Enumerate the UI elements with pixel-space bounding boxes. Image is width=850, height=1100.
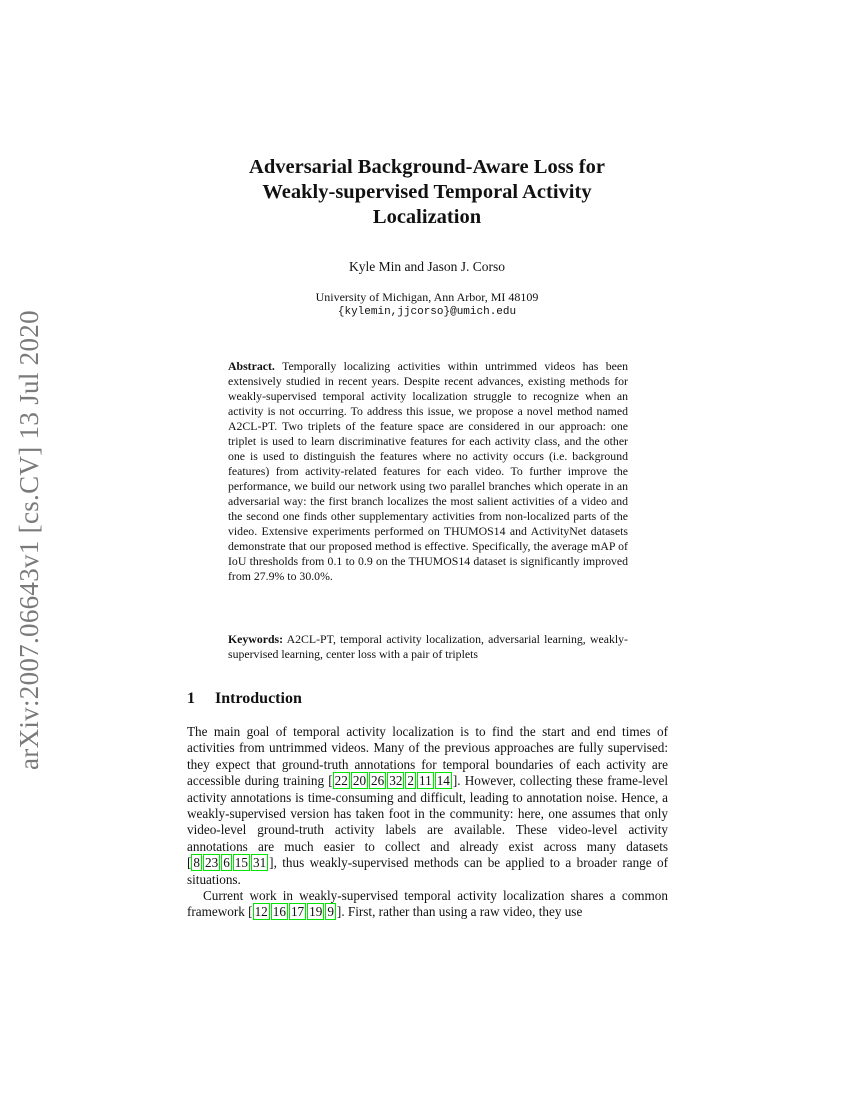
intro-paragraph-2: Current work in weakly-supervised temporal activity localization shares a common framework [ 12 16 17 19 9 ]. First, rather than using a raw video, they use bbox=[187, 888, 668, 920]
section-heading-introduction bbox=[187, 690, 302, 708]
abstract bbox=[228, 359, 628, 584]
keywords bbox=[228, 632, 628, 662]
intro-text-2a: Current work in weakly-supervised temporal activity localization shares a common framework bbox=[187, 888, 668, 920]
abstract-label: Abstract. bbox=[228, 359, 275, 373]
introduction-body bbox=[187, 724, 668, 921]
citation-link[interactable]: 20 bbox=[352, 773, 367, 789]
citation-link[interactable]: 22 bbox=[334, 773, 348, 789]
citation-link[interactable]: 14 bbox=[436, 773, 450, 789]
affiliation: University of Michigan, Ann Arbor, MI 48109 bbox=[315, 290, 539, 304]
title-line-3: Localization bbox=[372, 206, 482, 228]
keywords-text: A2CL-PT, temporal activity localization, adversarial learning, weakly-supervised learning, center loss with a pair of triplets bbox=[228, 632, 628, 661]
intro-paragraph-1: The main goal of temporal activity localization is to find the start and end times of activities from untrimmed videos. Many of the previous approaches are fully supervised: they expect that ground-truth annotations for temporal boundaries of each activity are accessible during training [ 22 20 26 32 2 11 14 ]. However, collecting these frame-level activity annotations is time-consuming and difficult, leading to annotation noise. Hence, a weakly-supervised version has taken foot in the community: here, one assumes that only video-level ground-truth activity labels are available. These video-level activity annotations are much easier to collect and already exist across many datasets [ 8 23 6 15 31 ], thus weakly-supervised methods can be applied to a broader range of situations. bbox=[187, 724, 669, 887]
citation-link[interactable]: 19 bbox=[309, 904, 323, 920]
intro-text-1b: . However, collecting these frame-level activity annotations is time-consuming and difficult, leading to annotation noise. Hence, a weakly-supervised version has taken foot in the community: here, one assumes that only video-level ground-truth activity labels are available. These video-level activity annotations are much easier to collect and already exist across many datasets bbox=[187, 773, 669, 854]
abstract-text: Temporally localizing activities within untrimmed videos has been extensively studied in recent years. Despite recent advances, existing methods for weakly-supervised temporal activity localization struggle to recognize when an activity is not occurring. To address this issue, we propose a novel method named A2CL-PT. Two triplets of the feature space are considered in our approach: one triplet is used to learn discriminative features for each activity class, and the other one is used to distinguish the features where no activity occurs (i.e. background features) from activity-related features for each video. To further improve the performance, we build our network using two parallel branches which operate in an adversarial way: the first branch localizes the most salient activities of a video and the second one finds other supplementary activities from non-localized parts of the video. Extensive experiments performed on THUMOS14 and ActivityNet datasets demonstrate that our proposed method is effective. Specifically, the average mAP of IoU thresholds from 0.1 to 0.9 on the THUMOS14 dataset is significantly improved from 27.9% to 30.0%. bbox=[228, 359, 628, 583]
citation-link[interactable]: 26 bbox=[371, 773, 385, 789]
citation-link[interactable]: 31 bbox=[252, 855, 267, 871]
citation-link[interactable]: 2 bbox=[407, 773, 414, 789]
keywords-label: Keywords: bbox=[228, 632, 284, 646]
citation-link[interactable]: 9 bbox=[327, 904, 334, 920]
citation-link[interactable]: 17 bbox=[290, 904, 305, 920]
section-title: Introduction bbox=[215, 690, 302, 707]
citation-link[interactable]: 16 bbox=[272, 904, 286, 920]
arxiv-identifier: arXiv:2007.06643v1 [cs.CV] 13 Jul 2020 bbox=[14, 310, 44, 770]
citation-link[interactable]: 12 bbox=[254, 904, 268, 920]
title-line-2: Weakly-supervised Temporal Activity bbox=[262, 181, 592, 203]
author-email: {kylemin,jjcorso}@umich.edu bbox=[337, 306, 517, 318]
section-number: 1 bbox=[187, 690, 195, 707]
affiliation-block bbox=[187, 290, 667, 320]
intro-text-2b: . First, rather than using a raw video, they use bbox=[341, 904, 583, 920]
paper-title bbox=[187, 155, 667, 230]
title-line-1: Adversarial Background-Aware Loss for bbox=[249, 156, 605, 178]
intro-text-1c: , thus weakly-supervised methods can be applied to a broader range of situations. bbox=[187, 855, 668, 887]
citation-link[interactable]: 6 bbox=[223, 855, 230, 871]
citation-link[interactable]: 32 bbox=[389, 773, 403, 789]
intro-text-1a: The main goal of temporal activity localization is to find the start and end times of activities from untrimmed videos. Many of the previous approaches are fully supervised: they expect that ground-truth annotations for temporal boundaries of each activity are accessible during training bbox=[187, 724, 668, 789]
citation-link[interactable]: 23 bbox=[205, 855, 219, 871]
citation-link[interactable]: 11 bbox=[419, 773, 432, 789]
citation-link[interactable]: 15 bbox=[234, 855, 248, 871]
citation-link[interactable]: 8 bbox=[193, 855, 200, 871]
author-list: Kyle Min and Jason J. Corso bbox=[349, 259, 505, 274]
